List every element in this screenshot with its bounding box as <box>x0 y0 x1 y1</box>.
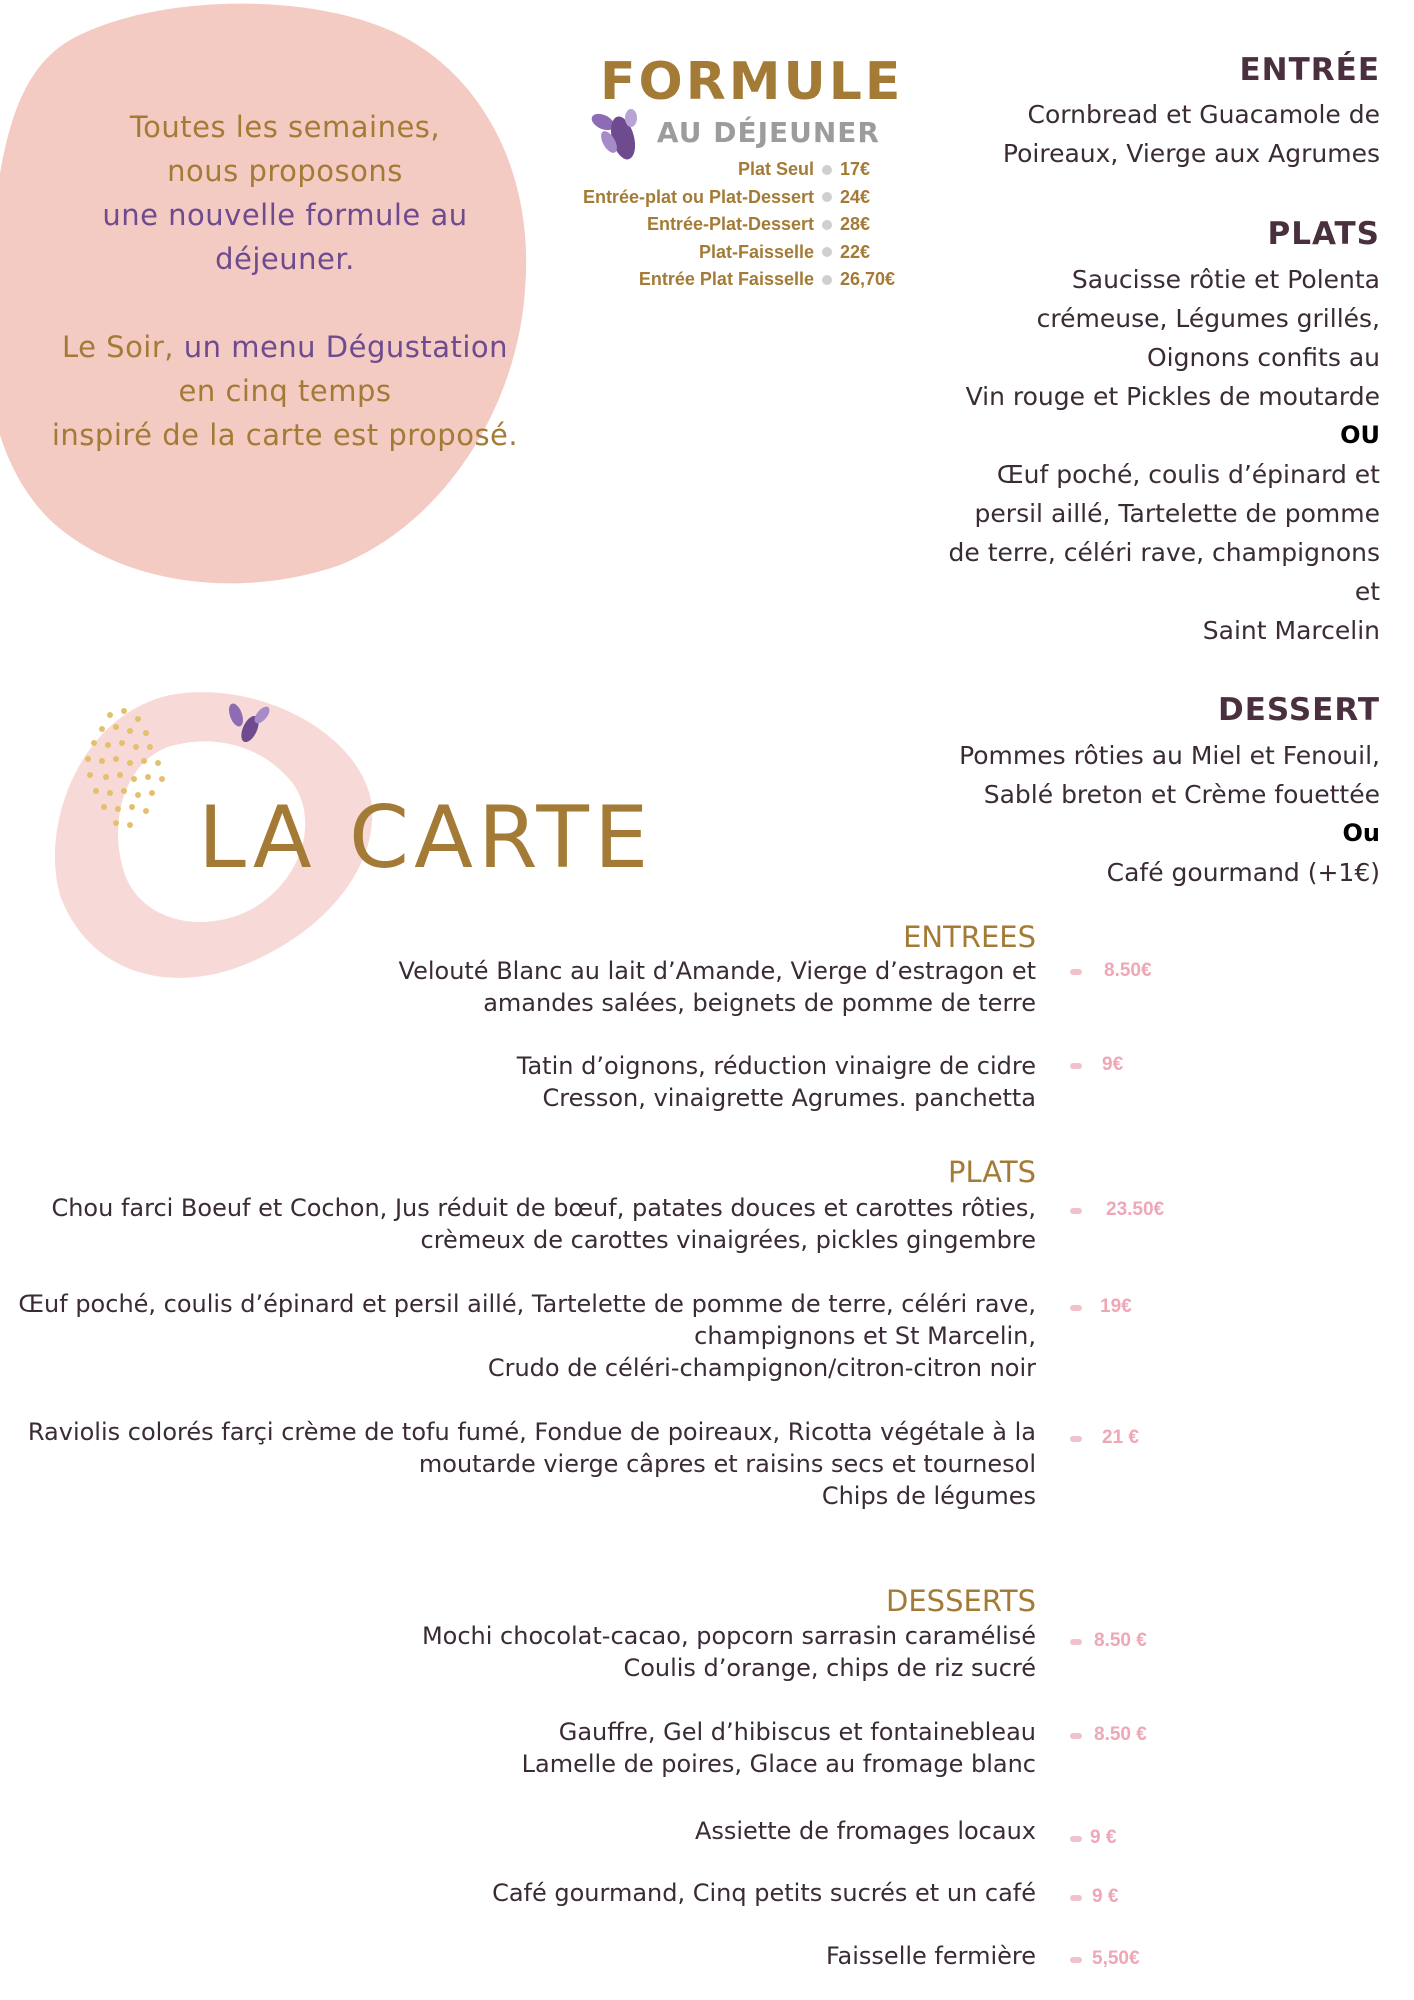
menu-item <box>826 1940 1036 1972</box>
formule-option <box>560 184 920 212</box>
entrees-heading: ENTREES <box>903 920 1036 954</box>
la-carte-title: LA CARTE <box>198 788 654 888</box>
item-line: Mochi chocolat-cacao, popcorn sarrasin caramélisé <box>421 1622 1036 1650</box>
text-line: Café gourmand (+1€) <box>1106 858 1380 887</box>
menu-item <box>695 1815 1036 1847</box>
item-line: Chou farci Boeuf et Cochon, Jus réduit de bœuf, patates douces et carottes rôties, <box>51 1194 1036 1222</box>
item-line: Lamelle de poires, Glace au fromage blanc <box>521 1750 1036 1778</box>
formule-option-price: 26,70€ <box>840 269 896 290</box>
item-line: Assiette de fromages locaux <box>694 1817 1036 1845</box>
text-line: Œuf poché, coulis d’épinard et <box>996 460 1380 489</box>
text-line: Vin rouge et Pickles de moutarde <box>965 382 1380 411</box>
desserts-heading: DESSERTS <box>886 1584 1036 1618</box>
formule-option <box>560 211 920 239</box>
item-line: Chips de légumes <box>821 1482 1036 1510</box>
menu-item <box>522 1716 1036 1780</box>
item-line: Raviolis colorés farçi crème de tofu fumé, Fondue de poireaux, Ricotta végétale à la <box>27 1418 1036 1446</box>
text-line: crémeuse, Légumes grillés, <box>1036 304 1380 333</box>
text-line: Oignons confits au <box>1146 343 1380 372</box>
text-line: et <box>1354 577 1380 606</box>
intro-line: déjeuner. <box>215 242 355 276</box>
price-marker-icon <box>1070 1957 1082 1963</box>
formule-option-label: Plat Seul <box>737 159 814 180</box>
item-price: 8.50 € <box>1094 1630 1147 1651</box>
text-line: Cornbread et Guacamole de <box>1027 100 1380 129</box>
or-separator: OU <box>1340 421 1380 449</box>
price-marker-icon <box>1070 1063 1082 1069</box>
formule-option-label: Entrée-Plat-Dessert <box>646 214 814 235</box>
item-price: 21 € <box>1102 1427 1139 1448</box>
text-line: Pommes rôties au Miel et Fenouil, <box>959 741 1380 770</box>
intro-line: Le Soir, <box>61 330 184 364</box>
item-line: amandes salées, beignets de pomme de terre <box>483 989 1036 1017</box>
bullet-dot-icon <box>822 192 832 202</box>
formule-subtitle: AU DÉJEUNER <box>656 116 880 149</box>
item-line: champignons et St Marcelin, <box>694 1322 1036 1350</box>
price-marker-icon <box>1070 1836 1082 1842</box>
item-line: moutarde vierge câpres et raisins secs et tournesol <box>418 1450 1036 1478</box>
item-line: Cresson, vinaigrette Agrumes. panchetta <box>542 1084 1036 1112</box>
intro-line: Toutes les semaines, <box>129 110 441 144</box>
menu-item <box>517 1050 1036 1114</box>
text-line: Sablé breton et Crème fouettée <box>983 780 1380 809</box>
bullet-dot-icon <box>822 247 832 257</box>
formule-option <box>560 266 920 294</box>
bullet-dot-icon <box>822 275 832 285</box>
formule-option <box>560 239 920 267</box>
formule-option-label: Entrée Plat Faisselle <box>638 269 814 290</box>
formule-title: FORMULE <box>600 52 904 112</box>
item-line: Crudo de céléri-champignon/citron-citron noir <box>487 1354 1036 1382</box>
menu-item <box>492 1877 1036 1909</box>
price-marker-icon <box>1070 1895 1082 1901</box>
price-marker-icon <box>1070 1639 1082 1645</box>
item-price: 8.50 € <box>1094 1724 1147 1745</box>
daily-entree-heading: ENTRÉE <box>1239 52 1380 88</box>
item-price: 19€ <box>1100 1296 1132 1317</box>
text-line: Saint Marcelin <box>1202 616 1380 645</box>
item-price: 9€ <box>1102 1054 1124 1075</box>
text-line: Saucisse rôtie et Polenta <box>1071 265 1380 294</box>
text-line: Poireaux, Vierge aux Agrumes <box>1002 139 1380 168</box>
intro-text <box>40 105 530 457</box>
item-line: crèmeux de carottes vinaigrées, pickles gingembre <box>420 1226 1036 1254</box>
text-line: de terre, céléri rave, champignons <box>948 538 1380 567</box>
price-marker-icon <box>1070 1436 1082 1442</box>
intro-line: une nouvelle formule au <box>102 198 468 232</box>
formule-option-label: Plat-Faisselle <box>698 241 814 262</box>
bullet-dot-icon <box>822 165 832 175</box>
item-line: Tatin d’oignons, réduction vinaigre de cidre <box>516 1052 1036 1080</box>
formule-options <box>560 156 920 294</box>
intro-line: un menu Dégustation <box>183 330 509 364</box>
menu-item <box>399 955 1036 1019</box>
menu-item <box>18 1288 1036 1384</box>
bullet-dot-icon <box>822 220 832 230</box>
item-line: Velouté Blanc au lait d’Amande, Vierge d’estragon et <box>398 957 1036 985</box>
daily-entree-text <box>900 95 1380 173</box>
daily-plats-heading: PLATS <box>1267 216 1380 252</box>
daily-dessert-heading: DESSERT <box>1218 692 1380 728</box>
item-line: Œuf poché, coulis d’épinard et persil aillé, Tartelette de pomme de terre, céléri rave, <box>18 1290 1036 1318</box>
intro-line: en cinq temps <box>178 374 392 408</box>
daily-plats-text <box>900 260 1380 650</box>
formule-option <box>560 156 920 184</box>
or-separator: Ou <box>1342 819 1380 847</box>
price-marker-icon <box>1070 1733 1082 1739</box>
item-price: 9 € <box>1090 1827 1117 1848</box>
price-marker-icon <box>1070 1208 1082 1214</box>
menu-item <box>422 1620 1036 1684</box>
item-price: 8.50€ <box>1104 960 1152 981</box>
item-price: 9 € <box>1092 1886 1119 1907</box>
item-price: 5,50€ <box>1092 1948 1140 1969</box>
item-line: Café gourmand, Cinq petits sucrés et un café <box>492 1879 1036 1907</box>
formule-option-price: 28€ <box>840 214 871 235</box>
menu-item <box>28 1416 1036 1512</box>
formule-option-price: 17€ <box>840 159 871 180</box>
daily-dessert-text <box>900 736 1380 892</box>
item-line: Coulis d’orange, chips de riz sucré <box>623 1654 1036 1682</box>
item-price: 23.50€ <box>1106 1199 1165 1220</box>
item-line: Gauffre, Gel d’hibiscus et fontainebleau <box>558 1718 1036 1746</box>
formule-option-label: Entrée-plat ou Plat-Dessert <box>582 186 814 207</box>
formule-option-price: 22€ <box>840 241 871 262</box>
menu-item <box>51 1192 1036 1256</box>
formule-option-price: 24€ <box>840 186 871 207</box>
price-marker-icon <box>1070 969 1082 975</box>
intro-line: nous proposons <box>167 154 403 188</box>
price-marker-icon <box>1070 1305 1082 1311</box>
plats-heading: PLATS <box>947 1155 1036 1189</box>
intro-line: inspiré de la carte est proposé. <box>51 418 519 452</box>
item-line: Faisselle fermière <box>825 1942 1036 1970</box>
text-line: persil aillé, Tartelette de pomme <box>974 499 1380 528</box>
